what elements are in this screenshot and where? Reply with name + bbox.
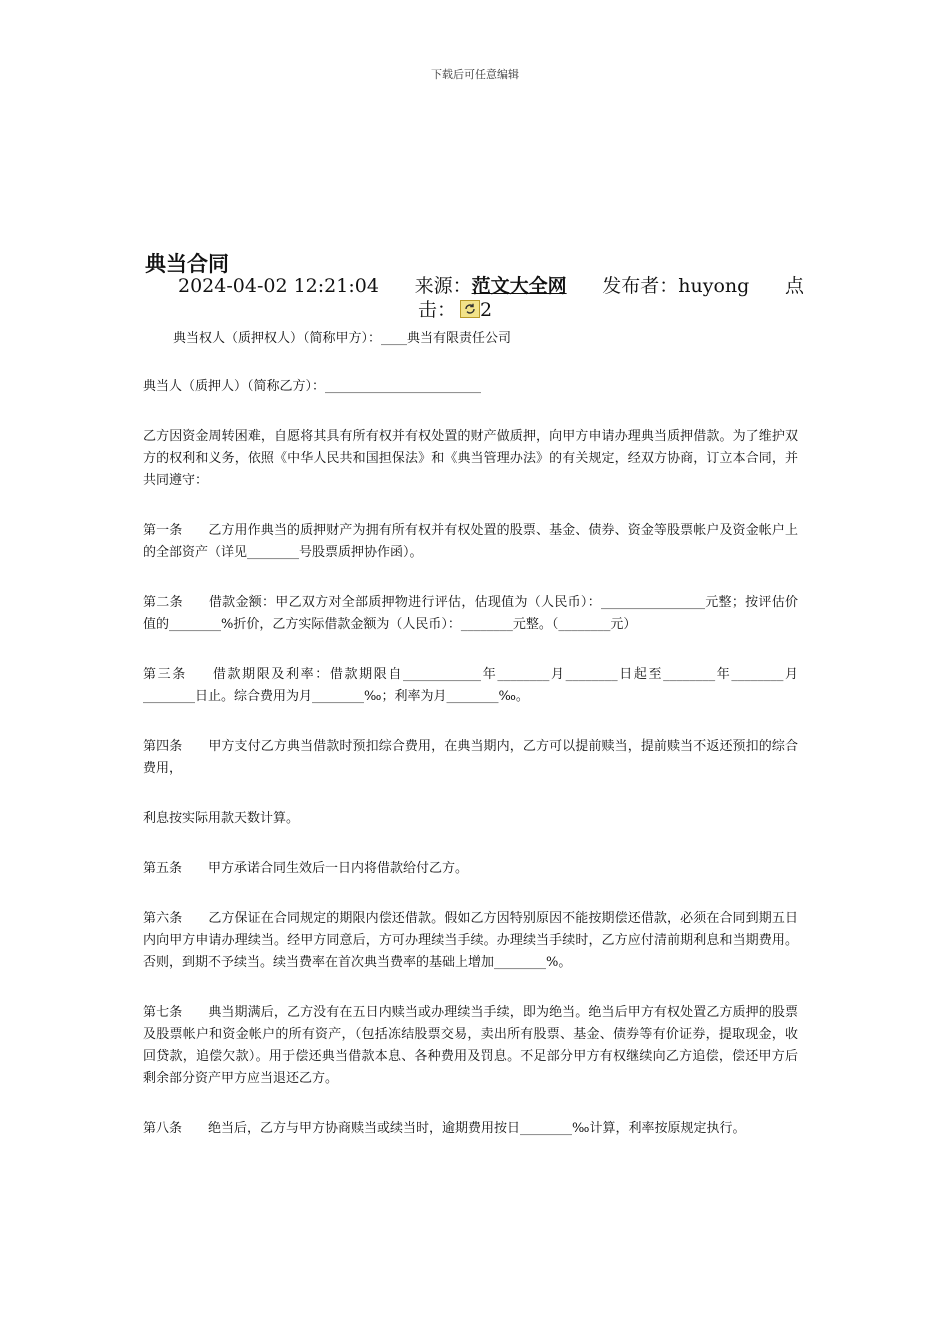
article-text: 借款期限及利率：借款期限自____________年________月________日起至________年________月________日止。综合费用为月________‰；利率为月________‰。 [143,667,798,704]
article-text: 甲方承诺合同生效后一日内将借款给付乙方。 [208,861,469,876]
article-label: 第六条 [143,911,183,926]
article-label: 第七条 [143,1005,183,1020]
clicks-label-part2: 击： [418,299,457,321]
clicks-label-part1: 点 [784,275,804,297]
article-3 [143,664,798,708]
party-b-line: 典当人（质押人）（简称乙方）：________________________ [143,379,482,394]
party-a-line: 典当权人（质押权人）（简称甲方）：____典当有限责任公司 [173,331,512,346]
preamble-paragraph: 乙方因资金周转困难，自愿将其具有所有权并有权处置的财产做质押，向甲方申请办理典当质押借款。为了维护双方的权利和义务，依照《中华人民共和国担保法》和《典当管理办法》的有关规定，经双方协商，订立本合同，并共同遵守： [143,429,798,488]
source-link[interactable]: 范文大全网 [471,275,567,297]
article-5 [143,858,798,880]
article-7 [143,1002,798,1090]
contract-body [143,328,798,1168]
article-6 [143,908,798,974]
clicks-count: 2 [480,299,493,321]
article-label: 第四条 [143,739,183,754]
article-2 [143,592,798,636]
article-text: 绝当后，乙方与甲方协商赎当或续当时，逾期费用按日________‰计算，利率按原规定执行。 [208,1121,746,1136]
publisher-label: 发布者： [602,275,679,297]
document-title: 典当合同 [145,251,229,276]
article-label: 第五条 [143,861,183,876]
article-8 [143,1118,798,1140]
download-note: 下载后可任意编辑 [431,68,519,81]
article-text: 借款金额：甲乙双方对全部质押物进行评估，估现值为（人民币）：________________元整；按评估价值的________%折价，乙方实际借款金额为（人民币）：________元整。（________元） [143,595,798,632]
article-label: 第一条 [143,523,183,538]
article-text: 乙方用作典当的质押财产为拥有所有权并有权处置的股票、基金、债券、资金等股票帐户及资金帐户上的全部资产（详见________号股票质押协作函）。 [143,523,798,560]
document-meta [178,274,804,322]
article-label: 第八条 [143,1121,183,1136]
article-text: 乙方保证在合同规定的期限内偿还借款。假如乙方因特别原因不能按期偿还借款，必须在合同到期五日内向甲方申请办理续当。经甲方同意后，方可办理续当手续。办理续当手续时，乙方应付清前期利息和当期费用。否则，到期不予续当。续当费率在首次典当费率的基础上增加________%。 [143,911,798,970]
article-1 [143,520,798,564]
article-label: 第二条 [143,595,183,610]
article-4 [143,736,798,780]
article-text: 利息按实际用款天数计算。 [143,811,300,826]
publish-datetime: 2024-04-02 12:21:04 [178,275,379,297]
source-label: 来源： [414,275,472,297]
article-text: 甲方支付乙方典当借款时预扣综合费用，在典当期内，乙方可以提前赎当，提前赎当不返还预扣的综合费用， [143,739,798,776]
refresh-icon [460,300,480,318]
article-label: 第三条 [143,667,187,682]
publisher-name: huyong [678,275,750,297]
article-4-continued [143,808,798,830]
article-text: 典当期满后，乙方没有在五日内赎当或办理续当手续，即为绝当。绝当后甲方有权处置乙方质押的股票及股票帐户和资金帐户的所有资产，（包括冻结股票交易，卖出所有股票、基金、债券等有价证券，提取现金，收回贷款，追偿欠款）。用于偿还典当借款本息、各种费用及罚息。不足部分甲方有权继续向乙方追偿，偿还甲方后剩余部分资产甲方应当退还乙方。 [143,1005,798,1086]
